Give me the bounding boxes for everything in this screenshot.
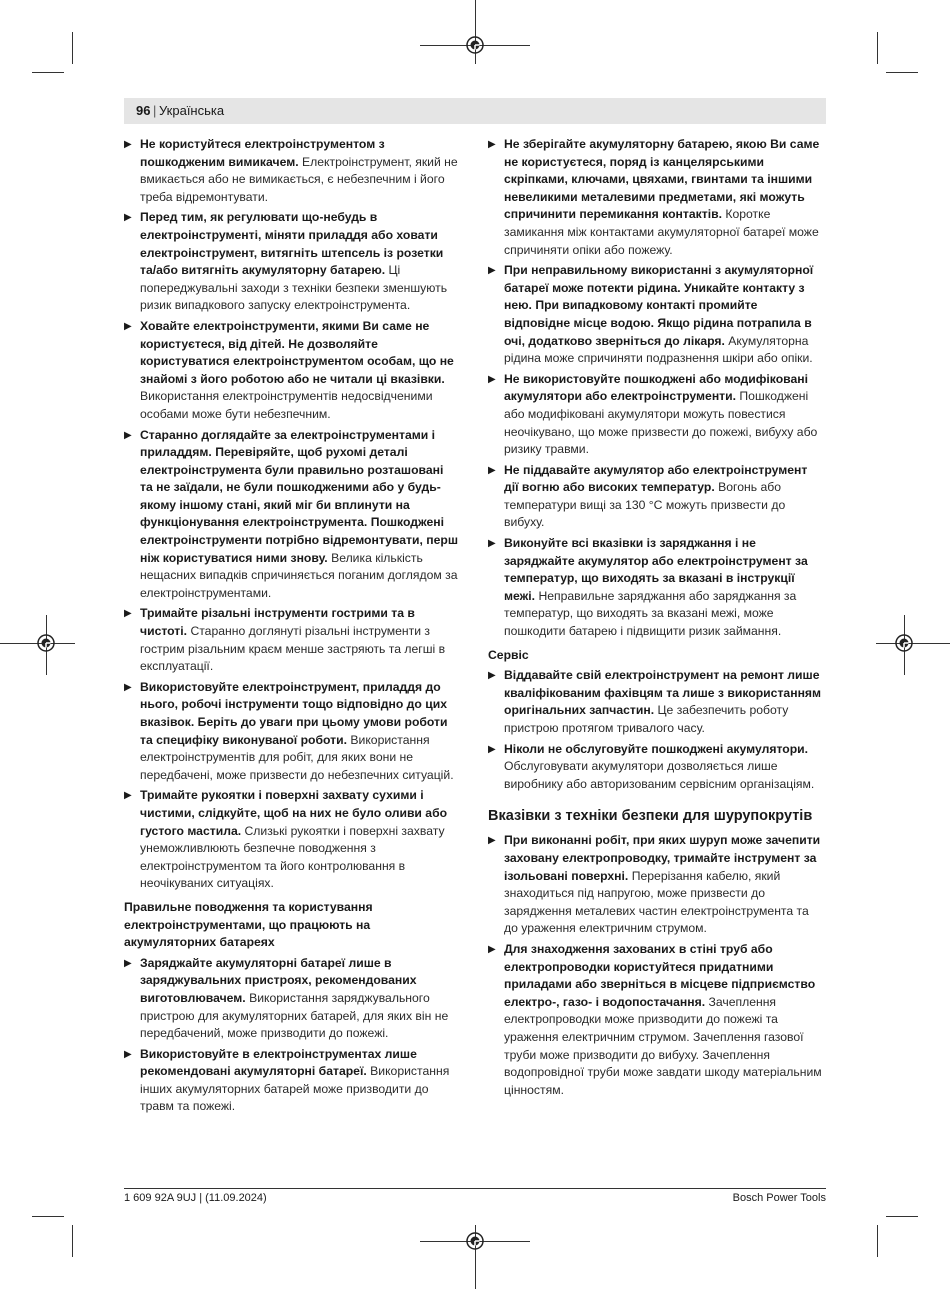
header-language: Українська [159, 103, 225, 118]
left-list-a [124, 136, 459, 893]
bullet-arrow-icon: ▶ [124, 681, 132, 693]
item-explanation: Використання заряджувального пристрою для акумуляторних батарей, для яких він не передбачений, може призводити до пожежі. [140, 990, 449, 1041]
list-item [488, 667, 823, 737]
bullet-arrow-icon: ▶ [488, 943, 496, 955]
bullet-arrow-icon: ▶ [488, 373, 496, 385]
item-explanation: Коротке замикання між контактами акумуляторної батареї може спричиняти опіки або пожежу. [504, 207, 819, 257]
registration-target-icon [460, 30, 490, 60]
page-number: 96 [136, 103, 151, 118]
bullet-arrow-icon: ▶ [124, 429, 132, 441]
bullet-arrow-icon: ▶ [488, 538, 496, 550]
crop-mark [877, 32, 878, 64]
crop-mark [72, 32, 73, 64]
battery-subheading: Правильне поводження та користування електроінструментами, що працюють на акумуляторних батареях [124, 899, 373, 950]
crop-mark [32, 1216, 64, 1217]
bullet-arrow-icon: ▶ [488, 464, 496, 476]
registration-target-icon [460, 1226, 490, 1256]
footer-doc-id: 1 609 92A 9UJ | (11.09.2024) [124, 1192, 267, 1204]
bullet-arrow-icon: ▶ [124, 1048, 132, 1060]
crop-mark [72, 1225, 73, 1257]
item-instruction: Не піддавайте акумулятор або електроінструмент дії вогню або високих температур. [504, 462, 808, 495]
left-list-b [124, 955, 459, 1116]
list-item [488, 535, 823, 641]
footer-brand: Bosch Power Tools [732, 1192, 826, 1204]
item-instruction: Віддавайте свій електроінструмент на ремонт лише кваліфікованим фахівцям та лише з використанням оригінальних запчастин. [504, 668, 822, 718]
bullet-arrow-icon: ▶ [488, 835, 496, 847]
item-explanation: Старанно доглянуті різальні інструменти з гострим різальним краєм менше застряють та легші в експлуатації. [140, 624, 446, 674]
crop-mark [886, 72, 918, 73]
list-item [488, 741, 823, 794]
bullet-arrow-icon: ▶ [124, 139, 132, 150]
item-instruction: Тримайте рукоятки і поверхні захвату сухими і чистими, слідкуйте, щоб на них не було оливи або густого мастила. [140, 788, 448, 838]
bullet-arrow-icon: ▶ [124, 790, 132, 802]
registration-target-icon [889, 628, 919, 658]
section-title: Вказівки з техніки безпеки для шурупокрутів [488, 808, 813, 825]
item-instruction: Старанно доглядайте за електроінструментами і приладдям. Перевіряйте, щоб рухомі деталі електроінструмента були правильно розташовані та не заїдали, не були пошкодженими або у будь-якому іншому стані, який міг би вплинути на функціонування електроінструмента. Пошкоджені електроінструменти потрібно відремонтувати, перш ніж користуватися ними знову. [140, 427, 458, 565]
list-item [124, 787, 459, 893]
item-explanation: Зачеплення електропроводки може призводити до пожежі та ураження електричним струмом. Зачеплення газової труби може призводити до вибуху. Зачеплення водопровідної труби може завдати шкоду матеріальним цінностям. [504, 994, 822, 1097]
bullet-arrow-icon: ▶ [488, 743, 496, 755]
item-instruction: Заряджайте акумуляторні батареї лише в заряджувальних пристроях, рекомендованих виготовлювачем. [140, 955, 417, 1005]
item-explanation: Це забезпечить роботу пристрою протягом тривалого часу. [504, 703, 789, 735]
bullet-arrow-icon: ▶ [488, 265, 496, 277]
registration-target-icon [31, 628, 61, 658]
item-explanation: Неправильне заряджання або заряджання за температур, що виходять за вказані межі, може пошкодити батарею і підвищити ризик займання. [504, 588, 797, 639]
bullet-arrow-icon: ▶ [124, 212, 132, 224]
item-explanation: Використання електроінструментів недосвідченими особами може бути небезпечним. [140, 389, 433, 421]
list-item [124, 427, 459, 603]
bullet-arrow-icon: ▶ [124, 957, 132, 969]
bullet-arrow-icon: ▶ [124, 608, 132, 620]
list-item [124, 955, 459, 1043]
item-instruction: При неправильному використанні з акумуляторної батареї може потекти рідина. Уникайте контакту з нею. При випадковому контакті промийте відповідне місце водою. Якщо рідина потрапила в очі, додатково зверніться до лікаря. [504, 263, 814, 348]
right-list-a [488, 136, 823, 641]
list-item [124, 679, 459, 785]
item-instruction: Ніколи не обслуговуйте пошкоджені акумулятори. [504, 741, 809, 756]
item-instruction: Використовуйте в електроінструментах лише рекомендовані акумуляторні батареї. [140, 1046, 417, 1079]
service-heading: Сервіс [488, 647, 529, 662]
item-explanation: Акумуляторна рідина може спричиняти подразнення шкіри або опіки. [504, 333, 813, 366]
item-explanation: Вогонь або температури вищі за 130 °C можуть призвести до вибуху. [504, 480, 786, 530]
crop-mark [32, 72, 64, 73]
item-instruction: Не використовуйте пошкоджені або модифіковані акумулятори або електроінструменти. [504, 371, 809, 404]
crop-mark [877, 1225, 878, 1257]
bullet-arrow-icon: ▶ [488, 670, 496, 682]
list-item [488, 941, 823, 1099]
list-item [488, 136, 823, 259]
item-instruction: Тримайте різальні інструменти гострими та в чистоті. [140, 606, 415, 639]
item-explanation: Слизькі рукоятки і поверхні захвату унеможливлюють безпечне поводження з електроінструментом та його контролювання в неочікуваних ситуаціях. [140, 823, 445, 891]
bullet-arrow-icon: ▶ [124, 320, 132, 332]
left-column [124, 136, 459, 1119]
right-list-b [488, 667, 823, 793]
bullet-arrow-icon: ▶ [488, 139, 496, 150]
header-separator: | [153, 103, 157, 118]
item-explanation: Використання інших акумуляторних батарей може призводити до травм та пожежі. [140, 1064, 450, 1114]
list-item [124, 605, 459, 675]
item-instruction: Виконуйте всі вказівки із заряджання і не заряджайте акумулятор або електроінструмент за температур, що виходять за вказані в інструкції межі. [504, 536, 808, 603]
item-explanation: Використання електроінструментів для робіт, для яких вони не передбачені, може призвести до небезпечних ситуацій. [140, 732, 454, 782]
footer-rule [124, 1188, 826, 1189]
right-list-c [488, 832, 823, 1099]
item-explanation: Електроінструмент, який не вмикається або не вимикається, є небезпечним і його треба відремонтувати. [140, 154, 458, 204]
list-item [488, 371, 823, 459]
crop-mark [886, 1216, 918, 1217]
list-item [124, 136, 459, 206]
list-item [124, 209, 459, 315]
item-explanation: Велика кількість нещасних випадків спричиняється поганим доглядом за електроінструментами. [140, 550, 458, 600]
item-instruction: Не користуйтеся електроінструментом з пошкодженим вимикачем. [140, 137, 385, 169]
list-item [488, 832, 823, 938]
list-item [488, 462, 823, 532]
right-column [488, 136, 823, 1102]
page-header-bar [124, 98, 826, 124]
item-explanation: Пошкоджені або модифіковані акумулятори можуть повестися неочікувано, що може призвести до пожежі, вибуху або ризику травми. [504, 389, 818, 457]
item-instruction: Не зберігайте акумуляторну батарею, якою Ви саме не користуєтеся, поряд із канцелярськими скріпками, ключами, цвяхами, гвинтами та іншими невеликими металевими предметами, які можуть спричинити перемикання контактів. [504, 137, 820, 222]
item-explanation: Ці попереджувальні заходи з техніки безпеки зменшують ризик випадкового запуску електроінструмента. [140, 263, 448, 313]
list-item [124, 1046, 459, 1116]
item-instruction: Перед тим, як регулювати що-небудь в електроінструменті, міняти приладдя або ховати електроінструмент, витягніть штепсель із розетки та/або витягніть акумуляторну батарею. [140, 210, 444, 278]
item-instruction: При виконанні робіт, при яких шуруп може зачепити заховану електропроводку, тримайте інструмент за ізольовані поверхні. [504, 833, 821, 883]
item-instruction: Для знаходження захованих в стіні труб або електропроводки користуйтеся придатними приладами або зверніться в місцеве підприємство електро-, газо- і водопостачання. [504, 941, 816, 1009]
list-item [488, 262, 823, 368]
item-explanation: Перерізання кабелю, який знаходиться під напругою, може призвести до зарядження металевих частин електроінструмента та до ураження електричним струмом. [504, 868, 809, 936]
item-instruction: Використовуйте електроінструмент, приладдя до нього, робочі інструменти тощо відповідно до цих вказівок. Беріть до уваги при цьому умови роботи та специфіку виконуваної роботи. [140, 679, 448, 747]
list-item [124, 318, 459, 424]
item-explanation: Обслуговувати акумулятори дозволяється лише виробнику або авторизованим сервісним організаціям. [504, 759, 815, 791]
item-instruction: Ховайте електроінструменти, якими Ви саме не користуєтеся, від дітей. Не дозволяйте користуватися електроінструментом особам, що не знайомі з його роботою або не читали ці вказівки. [140, 318, 454, 386]
